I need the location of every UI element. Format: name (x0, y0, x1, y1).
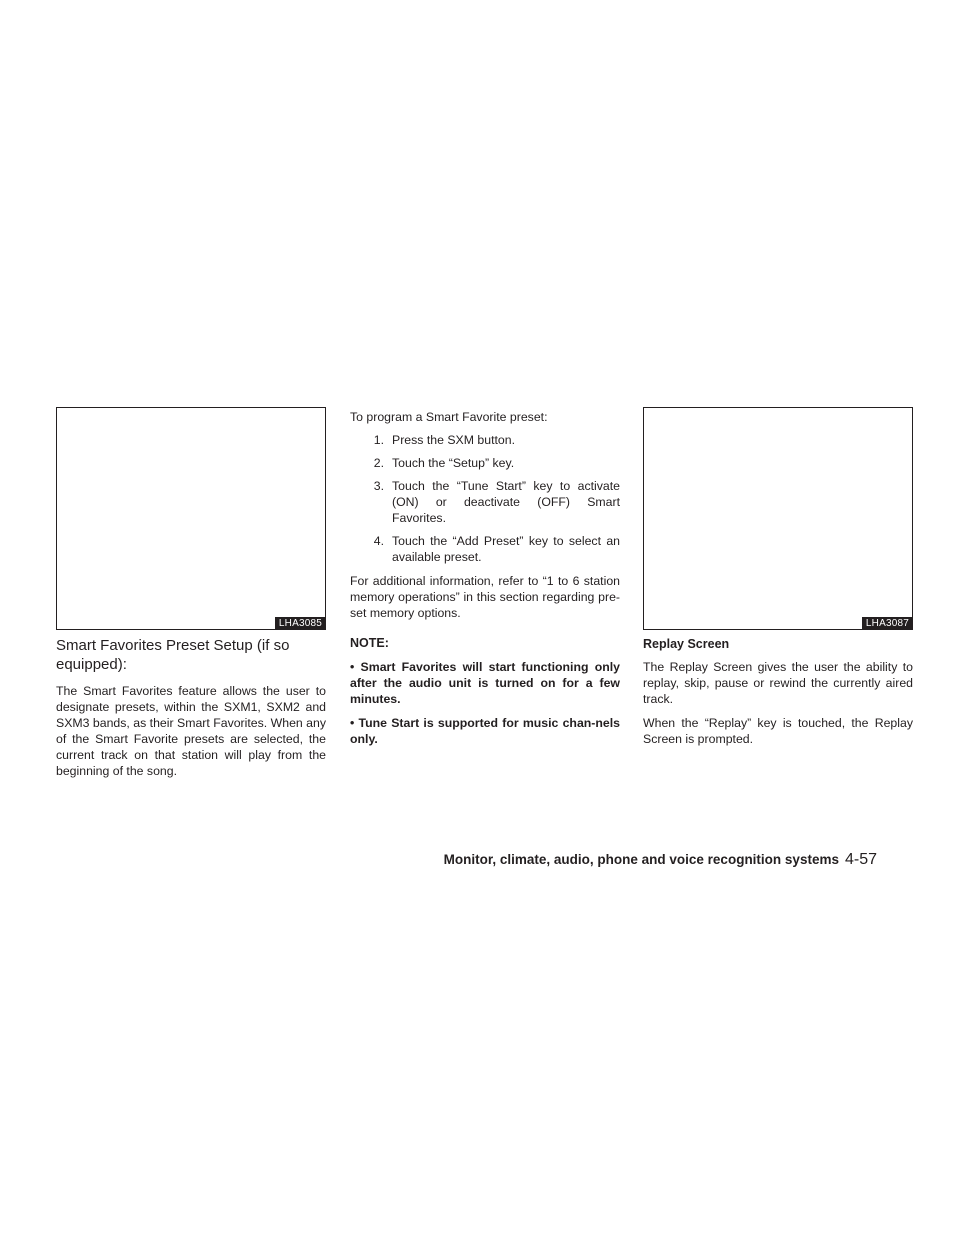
step-text: Touch the “Setup” key. (392, 456, 515, 470)
column-middle (350, 409, 620, 755)
note-line: • Smart Favorites will start functioning only after the audio unit is turned on for a few minutes. (350, 660, 620, 706)
program-steps (350, 432, 620, 565)
step-number: 1. (373, 433, 384, 447)
program-intro: To program a Smart Favorite preset: (350, 410, 548, 424)
step-item (350, 455, 620, 471)
additional-info-paragraph: For additional information, refer to “1 to 6 station memory operations” in this section regarding pre-set memory options. (350, 574, 620, 620)
note-title: NOTE: (350, 636, 389, 650)
section-heading-replay-screen: Replay Screen (643, 637, 730, 651)
footer-page-number: 4-57 (844, 851, 877, 868)
step-item (350, 533, 620, 565)
step-item (350, 432, 620, 448)
column-left (56, 636, 326, 787)
figure-right-label: LHA3087 (862, 617, 912, 630)
step-number: 3. (373, 479, 384, 493)
page-footer (444, 851, 877, 869)
replay-paragraph-1: The Replay Screen gives the user the ability to replay, skip, pause or rewind the currently aired track. (643, 660, 913, 706)
replay-paragraph-2: When the “Replay” key is touched, the Replay Screen is prompted. (643, 716, 913, 746)
step-number: 4. (373, 534, 384, 548)
figure-left (56, 407, 326, 630)
footer-chapter-title: Monitor, climate, audio, phone and voice recognition systems (443, 852, 839, 867)
smart-favorites-paragraph: The Smart Favorites feature allows the user to designate presets, within the SXM1, SXM2 and SXM3 bands, as their Smart Favorites. When any of the Smart Favorite presets are selected, the current track on that station will play from the beginning of the song. (56, 684, 326, 778)
step-number: 2. (373, 456, 384, 470)
note-line: • Tune Start is supported for music chan-nels only. (350, 716, 620, 746)
figure-left-label: LHA3085 (275, 617, 325, 630)
step-text: Touch the “Add Preset” key to select an available preset. (392, 534, 620, 564)
step-text: Press the SXM button. (392, 433, 516, 447)
column-right (643, 636, 913, 755)
figure-right (643, 407, 913, 630)
step-item (350, 478, 620, 526)
section-heading-smart-favorites: Smart Favorites Preset Setup (if so equipped): (56, 637, 290, 673)
step-text: Touch the “Tune Start” key to activate (ON) or deactivate (OFF) Smart Favorites. (392, 479, 620, 525)
